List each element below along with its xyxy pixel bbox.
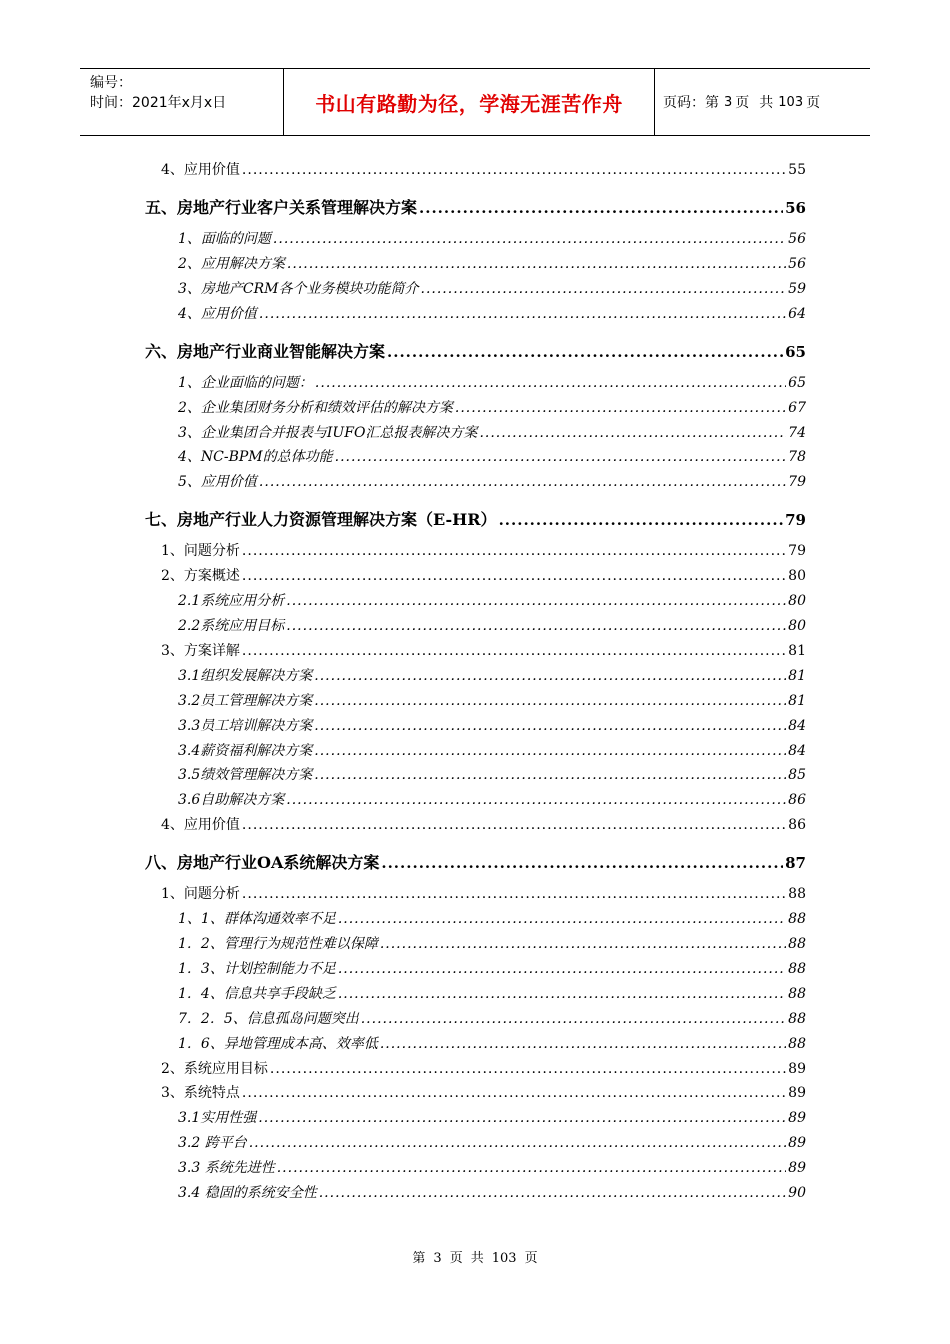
footer-total: 103: [491, 1251, 517, 1266]
header-meta: [80, 69, 283, 135]
toc-entry[interactable]: [178, 789, 806, 813]
toc-entry[interactable]: [178, 422, 806, 446]
toc-entry[interactable]: [161, 540, 806, 564]
page-current: 3: [724, 94, 733, 110]
toc-leader-dots: [242, 543, 786, 559]
toc-entry-page: 56: [788, 231, 806, 247]
toc-entry-title: 3、方案详解: [161, 642, 240, 659]
toc-leader-dots: [242, 643, 786, 659]
footer-prefix: 第: [412, 1251, 426, 1266]
toc-entry-page: 88: [788, 1010, 806, 1027]
toc-entry[interactable]: [178, 1107, 806, 1131]
toc-entry[interactable]: [178, 908, 806, 932]
page-prefix: 页码：第: [663, 95, 719, 111]
toc-entry[interactable]: [178, 1033, 806, 1057]
toc-entry[interactable]: [178, 253, 806, 277]
toc-leader-dots: [259, 474, 786, 490]
toc-leader-dots: [242, 162, 786, 178]
toc-entry-page: 81: [788, 667, 806, 684]
toc-entry-page: 79: [788, 474, 806, 491]
toc-entry[interactable]: [178, 1182, 806, 1206]
toc-entry-title: 1、企业面临的问题：: [178, 374, 313, 391]
toc-leader-dots: [499, 511, 784, 529]
toc-entry-page: 87: [785, 854, 806, 873]
toc-entry-title: 3、企业集团合并报表与IUFO汇总报表解决方案: [178, 424, 478, 441]
toc-entry-page: 89: [788, 1160, 806, 1177]
toc-entry[interactable]: [161, 1058, 806, 1082]
toc-leader-dots: [315, 375, 786, 391]
toc-entry[interactable]: [178, 1132, 806, 1156]
toc-entry-title: 3.2员工管理解决方案: [178, 692, 313, 709]
toc-entry-page: 88: [788, 985, 806, 1002]
toc-entry-title: 六、房地产行业商业智能解决方案: [145, 341, 386, 361]
toc-entry[interactable]: [178, 983, 806, 1007]
toc-leader-dots: [387, 343, 783, 361]
toc-entry-page: 79: [788, 543, 806, 560]
toc-entry-title: 3.1组织发展解决方案: [178, 667, 313, 684]
toc-entry[interactable]: [161, 1082, 806, 1106]
toc-entry[interactable]: [161, 814, 806, 838]
toc-entry-page: 81: [788, 642, 806, 659]
page-mid: 页: [735, 95, 750, 111]
toc-entry-title: 3.4 稳固的系统安全性: [178, 1185, 317, 1201]
toc-entry[interactable]: [161, 565, 806, 589]
page-header: [80, 68, 870, 136]
toc-entry-page: 56: [788, 255, 806, 272]
toc-entry-page: 85: [788, 767, 806, 784]
toc-entry-title: 4、应用价值: [161, 817, 240, 834]
toc-entry-title: 5、应用价值: [178, 474, 257, 491]
toc-entry-page: 89: [788, 1110, 806, 1127]
toc-entry[interactable]: [161, 883, 806, 907]
toc-heading[interactable]: [145, 507, 806, 531]
toc-entry-title: 3.5绩效管理解决方案: [178, 767, 313, 784]
toc-entry-page: 74: [788, 424, 806, 441]
toc-entry-title: 1、问题分析: [161, 543, 240, 560]
toc-leader-dots: [286, 593, 786, 609]
toc-entry-title: 1．2、管理行为规范性难以保障: [178, 936, 378, 952]
toc-entry-title: 3.3 系统先进性: [178, 1160, 275, 1177]
time-label: 时间：2021年x月x日: [90, 95, 227, 111]
toc-entry-title: 七、房地产行业人力资源管理解决方案（E-HR）: [145, 510, 497, 530]
toc-leader-dots: [338, 961, 786, 977]
toc-entry[interactable]: [178, 1157, 806, 1181]
toc-leader-dots: [258, 1110, 786, 1126]
toc-leader-dots: [338, 911, 786, 927]
toc-entry-page: 88: [788, 936, 806, 952]
header-page-info: [655, 69, 870, 135]
toc-entry-page: 88: [788, 960, 806, 977]
toc-entry[interactable]: [178, 397, 806, 421]
toc-entry-page: 88: [788, 1035, 806, 1052]
toc-entry[interactable]: [178, 665, 806, 689]
toc-entry[interactable]: [178, 446, 806, 470]
toc-leader-dots: [242, 568, 786, 584]
toc-entry-title: 2、系统应用目标: [161, 1060, 268, 1077]
toc-entry-page: 90: [788, 1185, 806, 1201]
toc-entry[interactable]: [178, 764, 806, 788]
footer-suffix: 页: [524, 1251, 538, 1266]
toc-entry-page: 59: [788, 280, 806, 297]
toc-entry-title: 3.6自助解决方案: [178, 792, 285, 809]
toc-entry-title: 1、面临的问题: [178, 231, 271, 247]
toc-entry-page: 89: [788, 1135, 806, 1152]
toc-entry-page: 78: [788, 449, 806, 466]
toc-entry-page: 86: [788, 817, 806, 834]
toc-entry[interactable]: [161, 159, 806, 183]
toc-leader-dots: [380, 936, 786, 952]
toc-entry[interactable]: [178, 958, 806, 982]
toc-entry[interactable]: [178, 471, 806, 495]
toc-leader-dots: [277, 1160, 786, 1176]
toc-leader-dots: [242, 817, 786, 833]
toc-leader-dots: [421, 281, 787, 297]
page-total-prefix: 共: [759, 95, 774, 111]
toc-leader-dots: [338, 986, 786, 1002]
toc-leader-dots: [455, 400, 786, 416]
toc-leader-dots: [242, 1085, 786, 1101]
toc-entry-title: 4、应用价值: [178, 305, 257, 322]
toc-entry[interactable]: [178, 1008, 806, 1032]
toc-entry[interactable]: [161, 640, 806, 664]
toc-entry-page: 89: [788, 1085, 806, 1102]
toc-leader-dots: [380, 1036, 786, 1052]
toc-entry[interactable]: [178, 372, 806, 396]
toc-entry-page: 65: [788, 374, 806, 391]
toc-entry[interactable]: [178, 590, 806, 614]
toc-entry[interactable]: [178, 278, 806, 302]
toc-entry[interactable]: [178, 740, 806, 764]
toc-entry-page: 64: [788, 305, 806, 322]
toc-entry-title: 4、NC-BPM的总体功能: [178, 449, 333, 466]
toc-leader-dots: [249, 1135, 786, 1151]
toc-entry-page: 84: [788, 717, 806, 734]
toc-entry-title: 3、房地产CRM各个业务模块功能简介: [178, 280, 419, 297]
toc-entry-page: 80: [788, 593, 806, 610]
toc-leader-dots: [314, 718, 786, 734]
toc-entry-title: 五、房地产行业客户关系管理解决方案: [145, 198, 418, 217]
footer-total-prefix: 共: [470, 1251, 484, 1266]
toc-entry[interactable]: [178, 303, 806, 327]
toc-entry-page: 65: [785, 342, 806, 361]
toc-entry-title: 3.1实用性强: [178, 1110, 257, 1127]
toc-entry-title: 3.3员工培训解决方案: [178, 717, 313, 734]
header-motto: 书山有路勤为径，学海无涯苦作舟: [283, 69, 655, 135]
toc-entry[interactable]: [178, 933, 806, 957]
toc-leader-dots: [314, 693, 786, 709]
toc-leader-dots: [381, 854, 783, 872]
toc-leader-dots: [314, 668, 786, 684]
toc-entry-title: 2.2系统应用目标: [178, 618, 285, 634]
toc-entry-title: 2.1系统应用分析: [178, 593, 285, 610]
toc-entry-title: 2、企业集团财务分析和绩效评估的解决方案: [178, 399, 453, 416]
number-label: 编号：: [90, 75, 132, 91]
toc-heading[interactable]: [145, 339, 806, 363]
toc-entry[interactable]: [178, 615, 806, 639]
toc-entry-page: 55: [788, 162, 806, 178]
toc-entry[interactable]: [178, 715, 806, 739]
toc-entry-page: 80: [788, 618, 806, 634]
page-suffix: 页: [806, 95, 821, 111]
toc-entry-title: 2、方案概述: [161, 568, 240, 585]
toc-entry-title: 3、系统特点: [161, 1085, 240, 1102]
toc-entry-page: 88: [788, 886, 806, 903]
toc-entry[interactable]: [178, 228, 806, 252]
toc-heading[interactable]: [145, 850, 806, 874]
toc-leader-dots: [259, 306, 786, 322]
footer-mid: 页: [449, 1251, 463, 1266]
toc-leader-dots: [335, 449, 787, 465]
toc-leader-dots: [286, 792, 786, 808]
toc-entry-title: 7．2．5、信息孤岛问题突出: [178, 1010, 359, 1027]
toc-leader-dots: [314, 743, 786, 759]
toc-leader-dots: [287, 256, 786, 272]
toc-entry-title: 3.4薪资福利解决方案: [178, 742, 313, 759]
toc-entry-page: 80: [788, 568, 806, 585]
toc-entry-title: 八、房地产行业OA系统解决方案: [145, 853, 380, 873]
page-footer: [0, 1247, 950, 1266]
toc-entry-title: 2、应用解决方案: [178, 255, 285, 272]
toc-leader-dots: [479, 425, 786, 441]
toc-leader-dots: [286, 618, 786, 634]
toc-entry-page: 89: [788, 1060, 806, 1077]
toc-heading[interactable]: [145, 195, 806, 219]
toc-leader-dots: [242, 886, 786, 902]
toc-leader-dots: [270, 1061, 786, 1077]
toc-entry-page: 79: [785, 511, 806, 530]
toc-entry-title: 3.2 跨平台: [178, 1135, 247, 1152]
toc-entry-title: 1．4、信息共享手段缺乏: [178, 985, 336, 1002]
toc-entry-page: 86: [788, 792, 806, 809]
toc-leader-dots: [361, 1011, 786, 1027]
toc-entry-title: 1、问题分析: [161, 886, 240, 903]
toc-leader-dots: [319, 1185, 786, 1201]
toc-entry-page: 84: [788, 742, 806, 759]
toc-entry-title: 4、应用价值: [161, 162, 240, 178]
toc-entry-title: 1．6、异地管理成本高、效率低: [178, 1035, 378, 1052]
toc-entry[interactable]: [178, 690, 806, 714]
toc-leader-dots: [273, 231, 786, 247]
footer-current: 3: [433, 1251, 442, 1266]
page-total: 103: [778, 94, 804, 110]
toc-leader-dots: [314, 767, 786, 783]
toc-entry-page: 56: [785, 199, 806, 217]
toc-entry-title: 1．3、计划控制能力不足: [178, 960, 336, 977]
toc-leader-dots: [419, 199, 783, 217]
toc-entry-title: 1、1、群体沟通效率不足: [178, 911, 336, 928]
toc-entry-page: 81: [788, 692, 806, 709]
toc-entry-page: 67: [788, 399, 806, 416]
toc-entry-page: 88: [788, 911, 806, 928]
